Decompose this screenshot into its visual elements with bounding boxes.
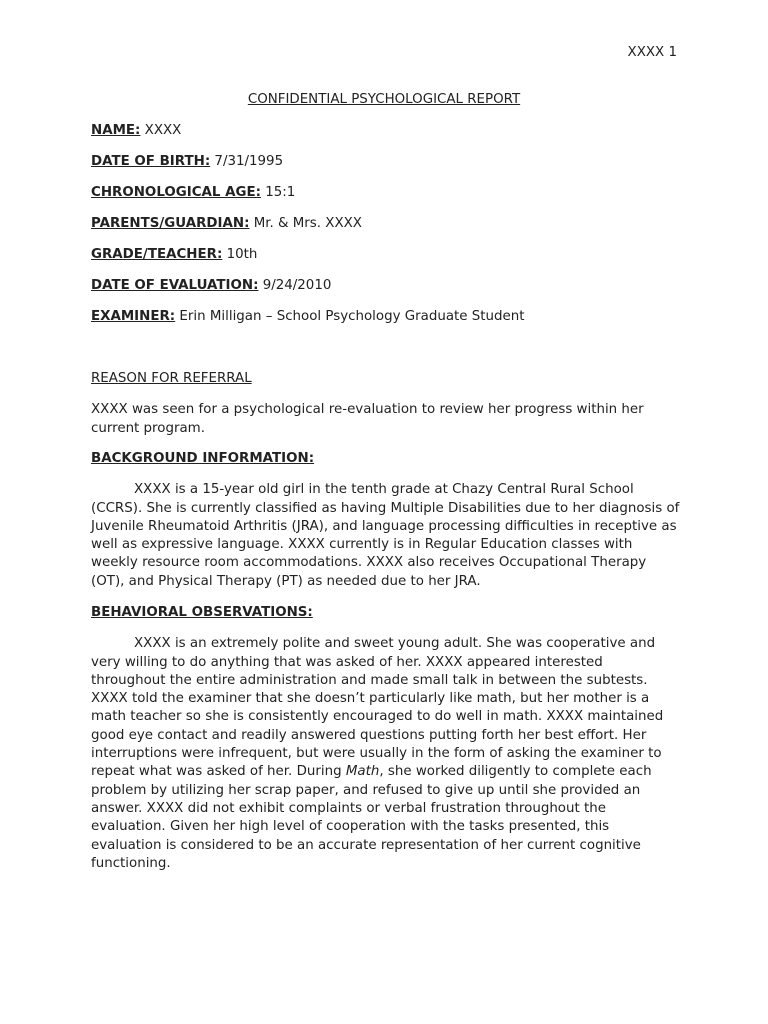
field-date-of-birth (91, 153, 681, 184)
section-heading: BEHAVIORAL OBSERVATIONS: (91, 605, 313, 620)
field-name (91, 122, 681, 153)
field-value: 7/31/1995 (210, 154, 284, 169)
field-label: CHRONOLOGICAL AGE: (91, 185, 261, 200)
field-label: DATE OF BIRTH: (91, 154, 211, 169)
section-paragraph: XXXX is a 15-year old girl in the tenth grade at Chazy Central Rural School (CCRS). She is currently classified as having Multiple Disabilities due to her diagnosis of Juvenile Rheumatoid Arthritis (JRA), and language processing difficulties in receptive as well as expressive language. XXXX currently is in Regular Education classes with weekly resource room accommodations. XXXX also receives Occupational Therapy (OT), and Physical Therapy (PT) as needed due to her JRA. (91, 482, 680, 589)
field-label: PARENTS/GUARDIAN: (91, 216, 250, 231)
paragraph-text: XXXX is an extremely polite and sweet young adult. She was cooperative and very willing to do anything that was asked of her. XXXX appeared interested throughout the entire administration and made small talk in between the subtests. XXXX told the examiner that she doesn’t particularly like math, but her mother is a math teacher so she is consistently encouraged to do well in math. XXXX maintained good eye contact and readily answered questions putting forth her best effort. Her interruptions were infrequent, but were usually in the form of asking the examiner to repeat what was asked of her. During (91, 636, 664, 780)
section-background-information (91, 450, 681, 591)
field-parents-guardian (91, 215, 681, 246)
section-paragraph: XXXX was seen for a psychological re-evaluation to review her progress within her current program. (91, 402, 644, 436)
field-chronological-age (91, 184, 681, 215)
section-behavioral-observations (91, 604, 681, 873)
field-value: Mr. & Mrs. XXXX (249, 216, 362, 231)
field-label: NAME: (91, 123, 141, 138)
field-value: XXXX (140, 123, 182, 138)
field-label: GRADE/TEACHER: (91, 247, 223, 262)
subtest-name: Math (345, 764, 380, 780)
page-header: XXXX 1 (627, 45, 677, 60)
field-grade-teacher (91, 246, 681, 277)
identifying-information (91, 122, 681, 339)
paragraph-text: , she worked diligently to complete each problem by utilizing her scrap paper, and refused to give up until she provided an answer. XXXX did not exhibit complaints or verbal frustration throughout the evaluation. Given her high level of cooperation with the tasks presented, this evaluation is considered to be an accurate representation of her current cognitive functioning. (91, 764, 652, 871)
section-reason-for-referral (91, 370, 681, 438)
field-value: Erin Milligan – School Psychology Graduate Student (175, 309, 525, 324)
field-date-of-evaluation (91, 277, 681, 308)
field-label: DATE OF EVALUATION: (91, 278, 259, 293)
field-value: 9/24/2010 (258, 278, 332, 293)
field-label: EXAMINER: (91, 309, 176, 324)
section-heading: REASON FOR REFERRAL (91, 371, 252, 386)
section-paragraph (91, 635, 681, 873)
field-examiner (91, 308, 681, 339)
section-heading: BACKGROUND INFORMATION: (91, 451, 315, 466)
field-value: 10th (222, 247, 258, 262)
field-value: 15:1 (260, 185, 296, 200)
report-title: CONFIDENTIAL PSYCHOLOGICAL REPORT (247, 92, 521, 107)
